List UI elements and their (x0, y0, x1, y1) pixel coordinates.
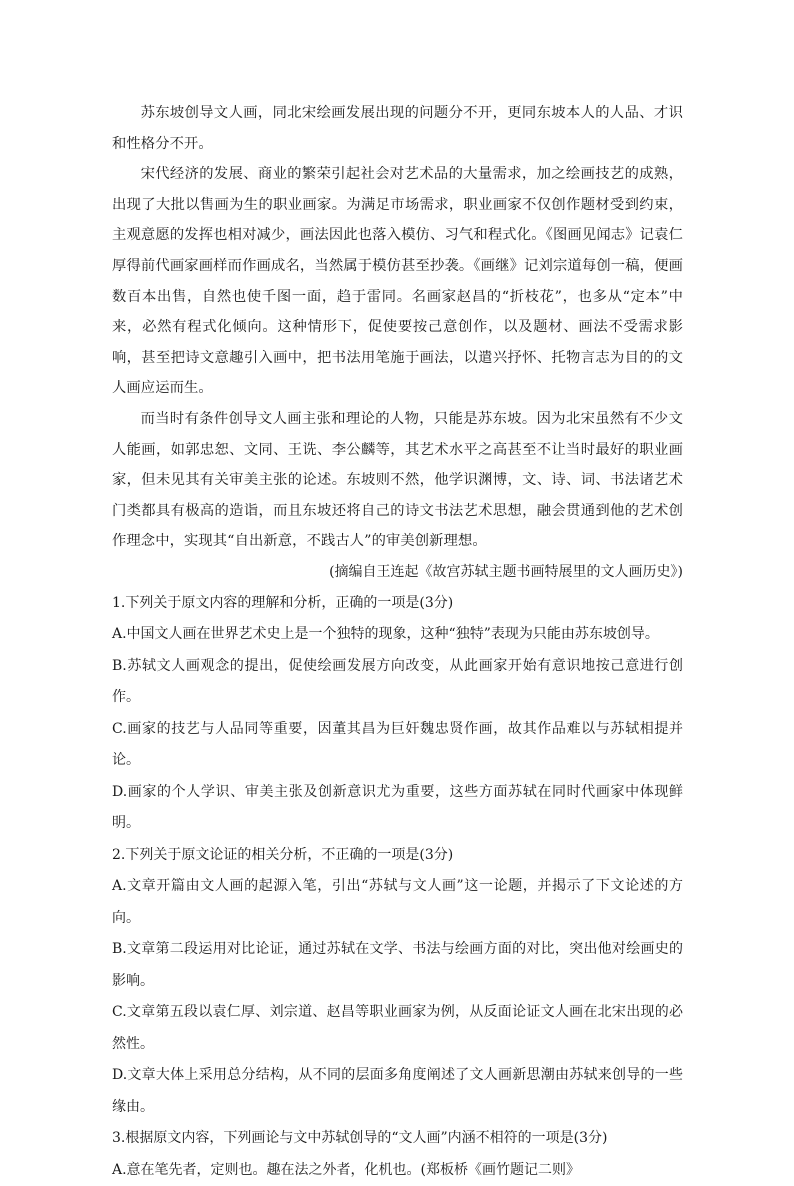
option-b: B.文章第二段运用对比论证，通过苏轼在文学、书法与绘画方面的对比，突出他对绘画史的影响。 (112, 934, 683, 997)
reading-passage (112, 98, 683, 588)
question-1 (112, 588, 683, 840)
question-stem: 3.根据原文内容，下列画论与文中苏轼创导的“文人画”内涵不相符的一项是(3分) (112, 1123, 683, 1155)
option-a: A.文章开篇由文人画的起源入笔，引出“苏轼与文人画”这一论题，并揭示了下文论述的方向。 (112, 871, 683, 934)
question-stem: 1.下列关于原文内容的理解和分析，正确的一项是(3分) (112, 588, 683, 620)
passage-paragraph-3: 而当时有条件创导文人画主张和理论的人物，只能是苏东坡。因为北宋虽然有不少文人能画，如郭忠恕、文同、王诜、李公麟等，其艺术水平之高甚至不让当时最好的职业画家，但未见其有关审美主张的论述。东坡则不然，他学识渊博，文、诗、词、书法诸艺术门类都具有极高的造诣，而且东坡还将自己的诗文书法艺术思想，融会贯通到他的艺术创作理念中，实现其“自出新意，不践古人”的审美创新理想。 (112, 404, 683, 557)
option-c: C.文章第五段以袁仁厚、刘宗道、赵昌等职业画家为例，从反面论证文人画在北宋出现的必然性。 (112, 997, 683, 1060)
passage-paragraph-1: 苏东坡创导文人画，同北宋绘画发展出现的问题分不开，更同东坡本人的人品、才识和性格分不开。 (112, 98, 683, 159)
passage-source: (摘编自王连起《故宫苏轼主题书画特展里的文人画历史》) (112, 557, 683, 588)
question-3 (112, 1123, 683, 1186)
option-c: C.画家的技艺与人品同等重要，因董其昌为巨奸魏忠贤作画，故其作品难以与苏轼相提并论。 (112, 714, 683, 777)
question-stem: 2.下列关于原文论证的相关分析，不正确的一项是(3分) (112, 840, 683, 872)
option-a: A.中国文人画在世界艺术史上是一个独特的现象，这种“独特”表现为只能由苏东坡创导。 (112, 619, 683, 651)
passage-paragraph-2: 宋代经济的发展、商业的繁荣引起社会对艺术品的大量需求，加之绘画技艺的成熟，出现了大批以售画为生的职业画家。为满足市场需求，职业画家不仅创作题材受到约束，主观意愿的发挥也相对减少，画法因此也落入模仿、习气和程式化。《图画见闻志》记袁仁厚得前代画家画样而作画成名，当然属于模仿甚至抄袭。《画继》记刘宗道每创一稿，便画数百本出售，自然也使千图一面，趋于雷同。名画家赵昌的“折枝花”，也多从“定本”中来，必然有程式化倾向。这种情形下，促使要按己意创作，以及题材、画法不受需求影响，甚至把诗文意趣引入画中，把书法用笔施于画法，以遣兴抒怀、托物言志为目的的文人画应运而生。 (112, 159, 683, 404)
option-b: B.苏轼文人画观念的提出，促使绘画发展方向改变，从此画家开始有意识地按己意进行创作。 (112, 651, 683, 714)
document-page (112, 98, 683, 1186)
option-a: A.意在笔先者，定则也。趣在法之外者，化机也。(郑板桥《画竹题记二则》 (112, 1155, 683, 1186)
option-d: D.文章大体上采用总分结构，从不同的层面多角度阐述了文人画新思潮由苏轼来创导的一些缘由。 (112, 1060, 683, 1123)
question-2 (112, 840, 683, 1124)
option-d: D.画家的个人学识、审美主张及创新意识尤为重要，这些方面苏轼在同时代画家中体现鲜明。 (112, 777, 683, 840)
